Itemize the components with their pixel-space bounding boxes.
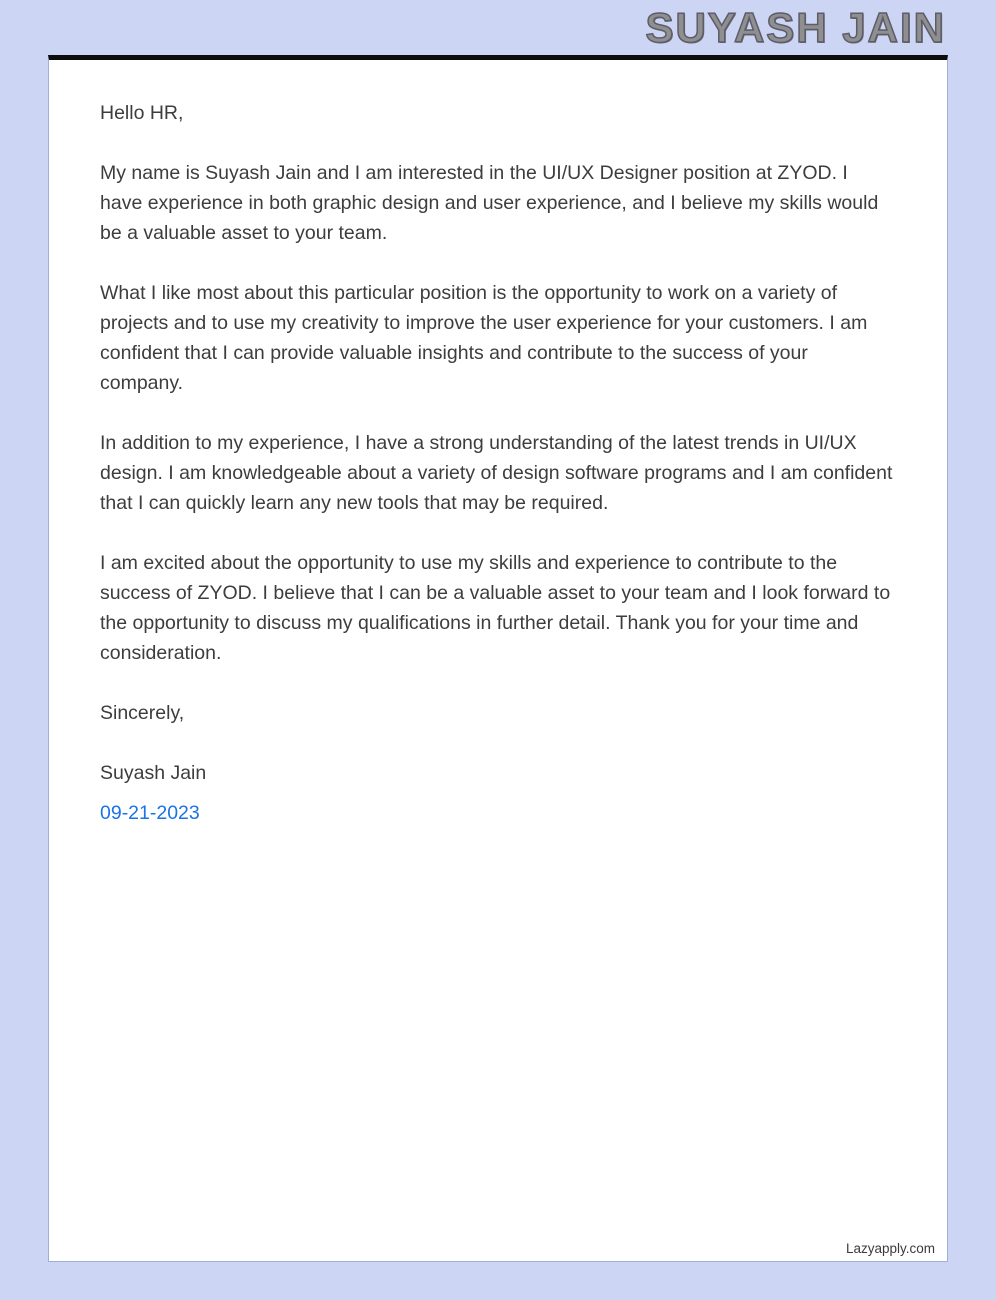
paragraph-3: In addition to my experience, I have a strong understanding of the latest trends in UI/UX design. I am knowledgeable about a variety of design software programs and I am confident that I can quickly learn any new tools that may be required.: [100, 432, 893, 514]
greeting: Hello HR,: [100, 102, 184, 124]
paragraph-4: I am excited about the opportunity to use my skills and experience to contribute to the success of ZYOD. I believe that I can be a valuable asset to your team and I look forward to the opportunity to discuss my qualifications in further detail. Thank you for your time and consideration.: [100, 552, 891, 664]
closing: Sincerely,: [100, 702, 185, 724]
signature-name: Suyash Jain: [100, 762, 207, 784]
paragraph-1: My name is Suyash Jain and I am interested in the UI/UX Designer position at ZYOD. I have experience in both graphic design and user experience, and I believe my skills would be a valuable asset to your team.: [100, 162, 879, 244]
letter-page: [48, 55, 948, 1262]
paragraph-2: What I like most about this particular position is the opportunity to work on a variety of projects and to use my creativity to improve the user experience for your customers. I am confident that I can provide valuable insights and contribute to the success of your company.: [100, 282, 868, 394]
applicant-name-header: SUYASH JAIN: [645, 4, 946, 51]
letter-date: 09-21-2023: [100, 802, 200, 824]
letter-body: [49, 60, 947, 828]
lazyapply-watermark: Lazyapply.com: [845, 1241, 935, 1256]
